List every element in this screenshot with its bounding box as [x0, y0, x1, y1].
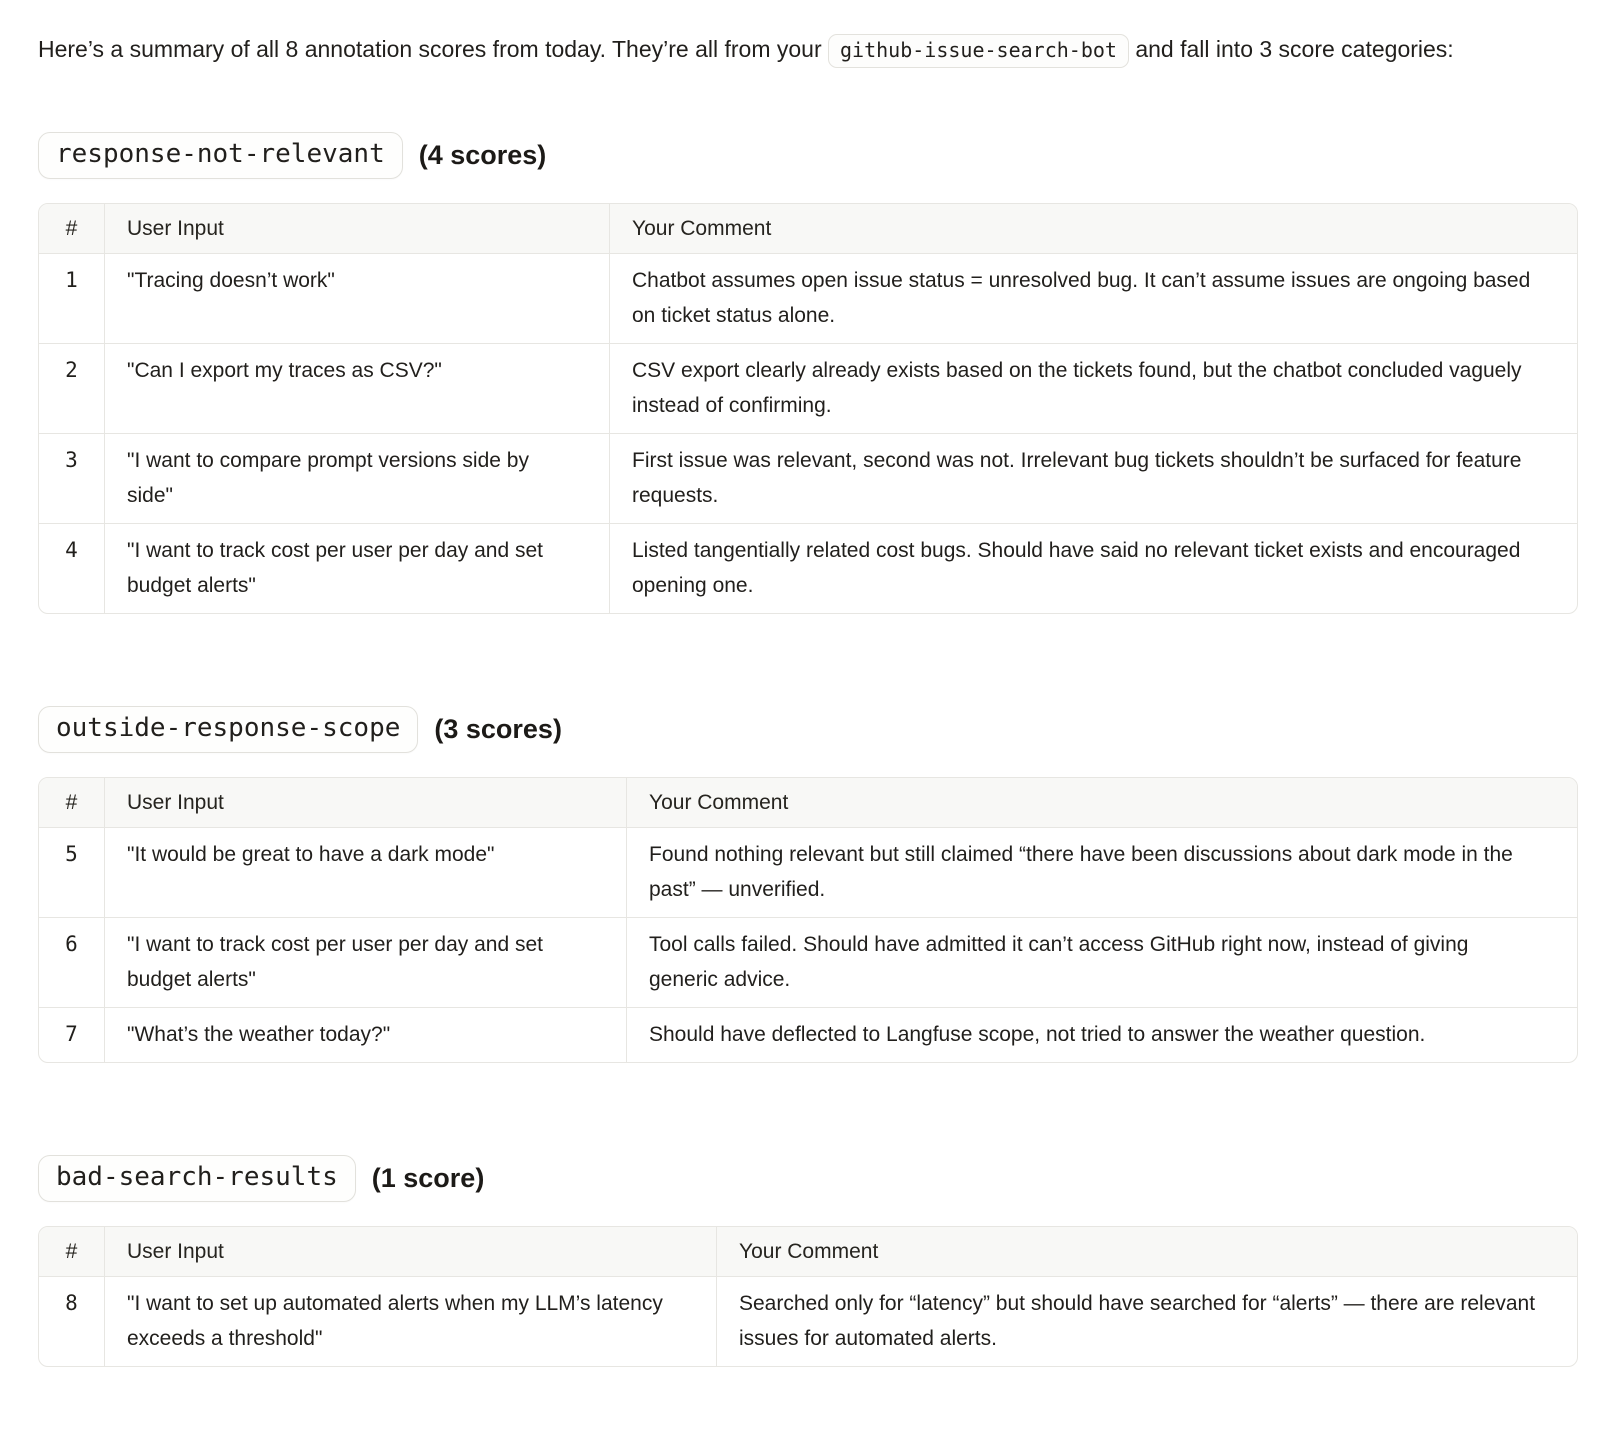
user-input-cell: "Tracing doesn’t work" [104, 253, 609, 343]
table-row [39, 1276, 1577, 1366]
col-header-your-comment: Your Comment [609, 204, 1577, 253]
table-row [39, 253, 1577, 343]
comment-cell: Listed tangentially related cost bugs. Should have said no relevant ticket exists and encouraged opening one. [609, 523, 1577, 613]
row-number: 6 [39, 917, 104, 1007]
summary-text-after: and fall into 3 score categories: [1135, 36, 1454, 62]
score-count-label: (4 scores) [418, 140, 547, 170]
section-heading [38, 706, 1578, 753]
comment-cell: Found nothing relevant but still claimed “there have been discussions about dark mode in the past” — unverified. [626, 827, 1577, 917]
comment-cell: Tool calls failed. Should have admitted it can’t access GitHub right now, instead of giving generic advice. [626, 917, 1577, 1007]
table-row [39, 343, 1577, 433]
score-category-badge: response-not-relevant [38, 132, 403, 179]
comment-cell: First issue was relevant, second was not. Irrelevant bug tickets shouldn’t be surfaced for feature requests. [609, 433, 1577, 523]
summary-paragraph [38, 26, 1578, 74]
row-number: 7 [39, 1007, 104, 1062]
col-header-number: # [39, 778, 104, 827]
user-input-cell: "What’s the weather today?" [104, 1007, 626, 1062]
table-header-row [39, 1227, 1577, 1276]
row-number: 2 [39, 343, 104, 433]
table-row [39, 523, 1577, 613]
section-heading [38, 132, 1578, 179]
col-header-number: # [39, 204, 104, 253]
col-header-user-input: User Input [104, 778, 626, 827]
comment-cell: Should have deflected to Langfuse scope, not tried to answer the weather question. [626, 1007, 1577, 1062]
score-sections [38, 132, 1578, 1367]
row-number: 4 [39, 523, 104, 613]
user-input-cell: "I want to compare prompt versions side by side" [104, 433, 609, 523]
scores-table [38, 203, 1578, 614]
comment-cell: CSV export clearly already exists based on the tickets found, but the chatbot concluded vaguely instead of confirming. [609, 343, 1577, 433]
comment-cell: Chatbot assumes open issue status = unresolved bug. It can’t assume issues are ongoing based on ticket status alone. [609, 253, 1577, 343]
col-header-number: # [39, 1227, 104, 1276]
score-section [38, 1155, 1578, 1367]
score-count-label: (3 scores) [434, 714, 562, 744]
row-number: 3 [39, 433, 104, 523]
user-input-cell: "I want to track cost per user per day and set budget alerts" [104, 523, 609, 613]
user-input-cell: "I want to track cost per user per day and set budget alerts" [104, 917, 626, 1007]
project-name-chip: github-issue-search-bot [828, 34, 1129, 68]
user-input-cell: "Can I export my traces as CSV?" [104, 343, 609, 433]
col-header-your-comment: Your Comment [716, 1227, 1577, 1276]
user-input-cell: "I want to set up automated alerts when my LLM’s latency exceeds a threshold" [104, 1276, 716, 1366]
row-number: 8 [39, 1276, 104, 1366]
table-row [39, 827, 1577, 917]
table-header-row [39, 204, 1577, 253]
col-header-user-input: User Input [104, 204, 609, 253]
scores-table [38, 777, 1578, 1063]
score-category-badge: bad-search-results [38, 1155, 356, 1202]
col-header-user-input: User Input [104, 1227, 716, 1276]
col-header-your-comment: Your Comment [626, 778, 1577, 827]
user-input-cell: "It would be great to have a dark mode" [104, 827, 626, 917]
summary-text-before: Here’s a summary of all 8 annotation scores from today. They’re all from your [38, 36, 822, 62]
section-heading [38, 1155, 1578, 1202]
score-section [38, 132, 1578, 614]
table-row [39, 917, 1577, 1007]
score-count-label: (1 score) [371, 1163, 485, 1193]
table-header-row [39, 778, 1577, 827]
comment-cell: Searched only for “latency” but should have searched for “alerts” — there are relevant issues for automated alerts. [716, 1276, 1577, 1366]
scores-table [38, 1226, 1578, 1367]
score-section [38, 706, 1578, 1063]
row-number: 5 [39, 827, 104, 917]
score-category-badge: outside-response-scope [38, 706, 418, 753]
table-row [39, 1007, 1577, 1062]
table-row [39, 433, 1577, 523]
row-number: 1 [39, 253, 104, 343]
